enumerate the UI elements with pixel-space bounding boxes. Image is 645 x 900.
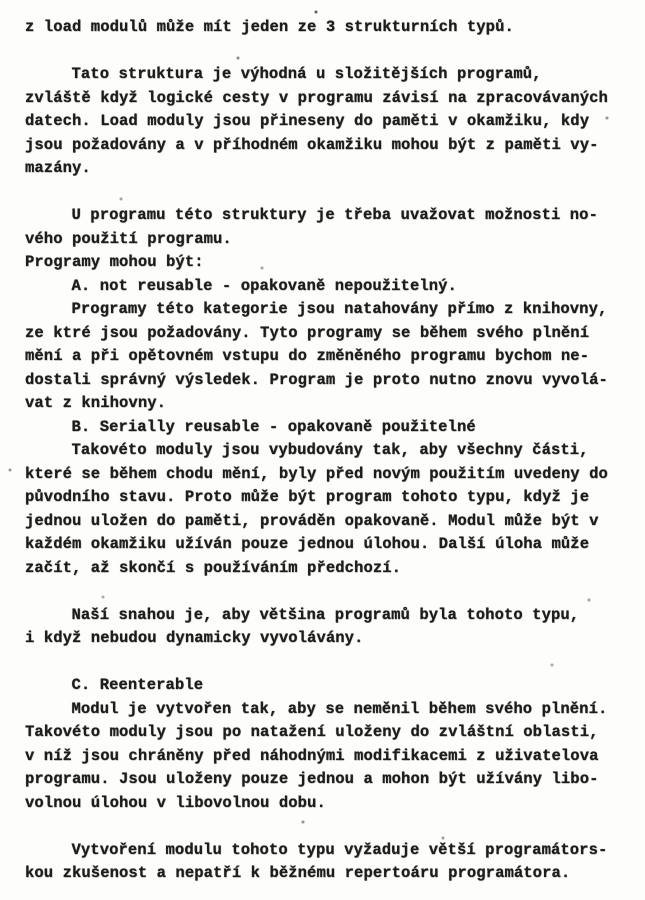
text-line: Modul je vytvořen tak, aby se neměnil během svého plnění. [71,699,608,718]
text-line: i když nebudou dynamicky vyvolávány. [25,629,364,647]
text-line: Takovéto moduly jsou po natažení uloženy do zvláštní oblasti, [25,723,599,741]
text-line: mazány. [25,159,91,177]
text-line: U programu této struktury je třeba uvažovat možnosti no- [71,206,598,224]
text-line: které se během chodu mění, byly před novým použitím uvedeny do [25,464,608,483]
text-line: jsou požadovány a v příhodném okamžiku mohou být z paměti vy- [25,135,599,154]
text-line: B. Serially reusable - opakovaně použitelné [71,417,476,436]
text-line: C. Reenterable [71,676,204,694]
text-line: jednou uložen do paměti, prováděn opakovaně. Modul může být v [25,511,599,530]
text-line: mění a při opětovném vstupu do změněného programu bychom ne- [25,347,590,365]
typewritten-text [25,16,633,886]
text-line: zvláště když logické cesty v programu závisí na zpracovávaných [25,88,608,107]
text-line: Vytvoření modulu tohoto typu vyžaduje větší programátors- [71,840,608,859]
text-line: A. not reusable - opakovaně nepoužitelný. [71,276,457,295]
text-line: datech. Load moduly jsou přineseny do paměti v okamžiku, kdy [25,112,590,130]
text-line: Takovéto moduly jsou vybudovány tak, aby všechny části, [71,441,589,459]
text-line: vat z knihovny. [25,394,167,412]
text-line: programu. Jsou uloženy pouze jednou a mohon být užívány libo- [25,770,599,788]
text-line: vého použití programu. [25,229,232,248]
text-line: Naší snahou je, aby většina programů byla tohoto typu, [71,605,580,624]
text-line: původního stavu. Proto může být program tohoto typu, když je [25,488,590,506]
text-line: Programy mohou být: [25,253,204,271]
text-line: kou zkušenost a nepatří k běžnému repertoáru programátora. [25,864,571,882]
text-line: dostali správný výsledek. Program je proto nutno znovu vyvolá- [25,370,608,389]
text-line: ze ktré jsou požadovány. Tyto programy se během svého plnění [25,323,590,342]
text-line: Programy této kategorie jsou natahovány přímo z knihovny, [71,300,608,318]
text-line: začít, až skončí s používáním předchozí. [25,558,402,577]
text-line: každém okamžiku užíván pouze jednou úlohou. Další úloha může [25,535,590,553]
text-line: z load modulů může mít jeden ze 3 strukturních typů. [25,18,514,36]
text-line: v níž jsou chráněny před náhodnými modifikacemi z uživatelova [25,746,599,765]
text-line: Tato struktura je výhodná u složitějších programů, [71,65,542,83]
text-line: volnou úlohou v libovolnou dobu. [25,793,326,812]
